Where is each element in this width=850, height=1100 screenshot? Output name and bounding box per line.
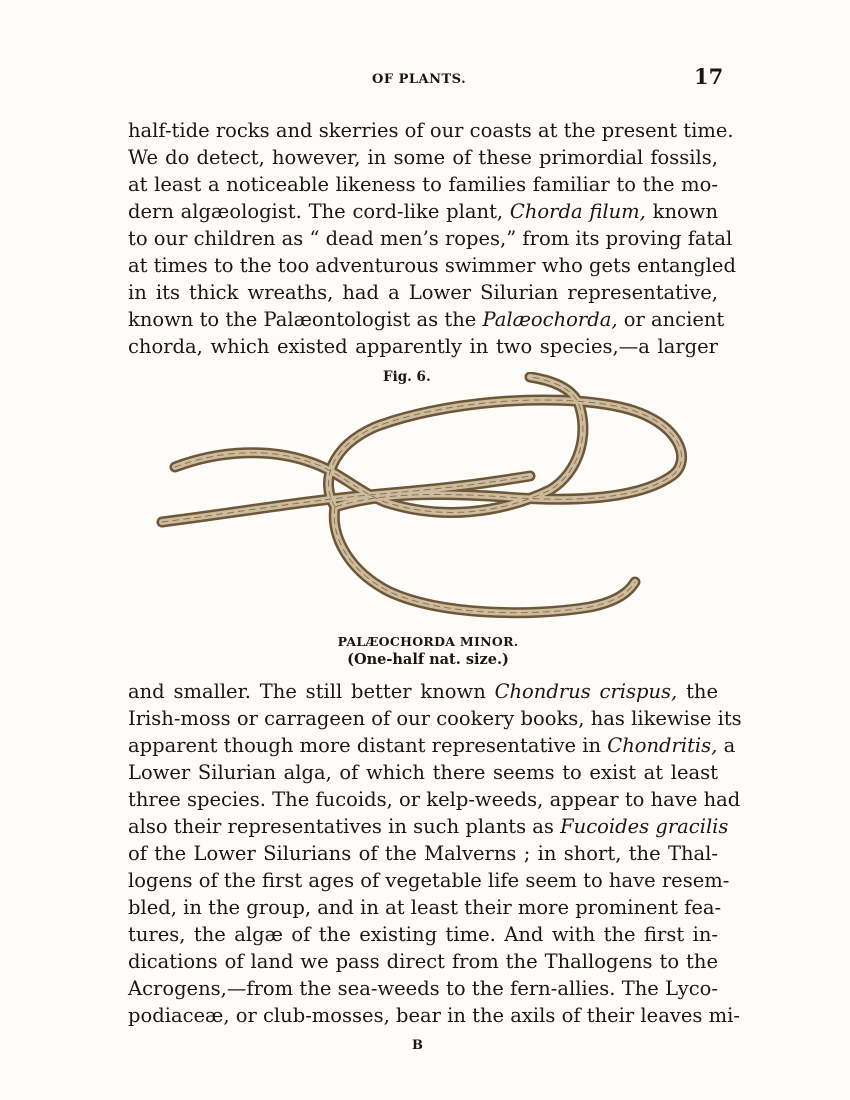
text-line: Irish-moss or carrageen of our cookery books, has likewise its <box>128 707 742 730</box>
species-name: Chondrus crispus, <box>494 680 678 703</box>
genus-name: Palæochorda, <box>482 308 618 331</box>
text-line: and smaller. The still better known Chondrus crispus, the <box>128 680 719 703</box>
text-line: apparent though more distant representative in Chondritis, a <box>128 734 736 757</box>
text-line: Lower Silurian alga, of which there seems to exist at least <box>128 761 718 784</box>
paragraph-top <box>128 117 736 360</box>
text-line: in its thick wreaths, had a Lower Silurian representative, <box>128 281 718 304</box>
text-line: We do detect, however, in some of these primordial fossils, <box>128 146 718 169</box>
species-name: Chorda filum, <box>509 200 646 223</box>
palaeochorda-illustration <box>150 372 710 627</box>
text-line: Acrogens,—from the sea-weeds to the fern-allies. The Lyco- <box>128 977 718 1000</box>
text-line: dications of land we pass direct from the Thallogens to the <box>128 950 718 973</box>
text-line: to our children as “ dead men’s ropes,” from its proving fatal <box>128 227 733 250</box>
text-line: logens of the first ages of vegetable life seem to have resem- <box>128 869 730 892</box>
text-line: dern algæologist. The cord-like plant, Chorda filum, known <box>128 200 719 223</box>
page-number: 17 <box>694 64 724 89</box>
running-header: OF PLANTS. <box>372 72 467 87</box>
text-line: known to the Palæontologist as the Palæochorda, or ancient <box>128 308 725 331</box>
species-name: Fucoides gracilis <box>560 815 729 838</box>
text-line: of the Lower Silurians of the Malverns ; in short, the Thal- <box>128 842 718 865</box>
signature-mark: B <box>412 1038 423 1053</box>
text-line: tures, the algæ of the existing time. And with the first in- <box>128 923 718 946</box>
genus-name: Chondritis, <box>607 734 718 757</box>
figure-caption-subtitle: (One-half nat. size.) <box>347 651 509 668</box>
text-line: bled, in the group, and in at least their more prominent fea- <box>128 896 722 919</box>
paragraph-bottom <box>128 678 742 1029</box>
text-line: podiaceæ, or club-mosses, bear in the axils of their leaves mi- <box>128 1004 740 1027</box>
text-line: chorda, which existed apparently in two species,—a larger <box>128 335 718 358</box>
text-line: at least a noticeable likeness to families familiar to the mo- <box>128 173 718 196</box>
text-line: three species. The fucoids, or kelp-weeds, appear to have had <box>128 788 741 811</box>
text-line: half-tide rocks and skerries of our coasts at the present time. <box>128 119 734 142</box>
text-line: also their representatives in such plants as Fucoides gracilis <box>128 815 729 838</box>
text-line: at times to the too adventurous swimmer who gets entangled <box>128 254 736 277</box>
figure-label: Fig. 6. <box>383 369 431 385</box>
figure-caption-title: PALÆOCHORDA MINOR. <box>337 634 519 649</box>
